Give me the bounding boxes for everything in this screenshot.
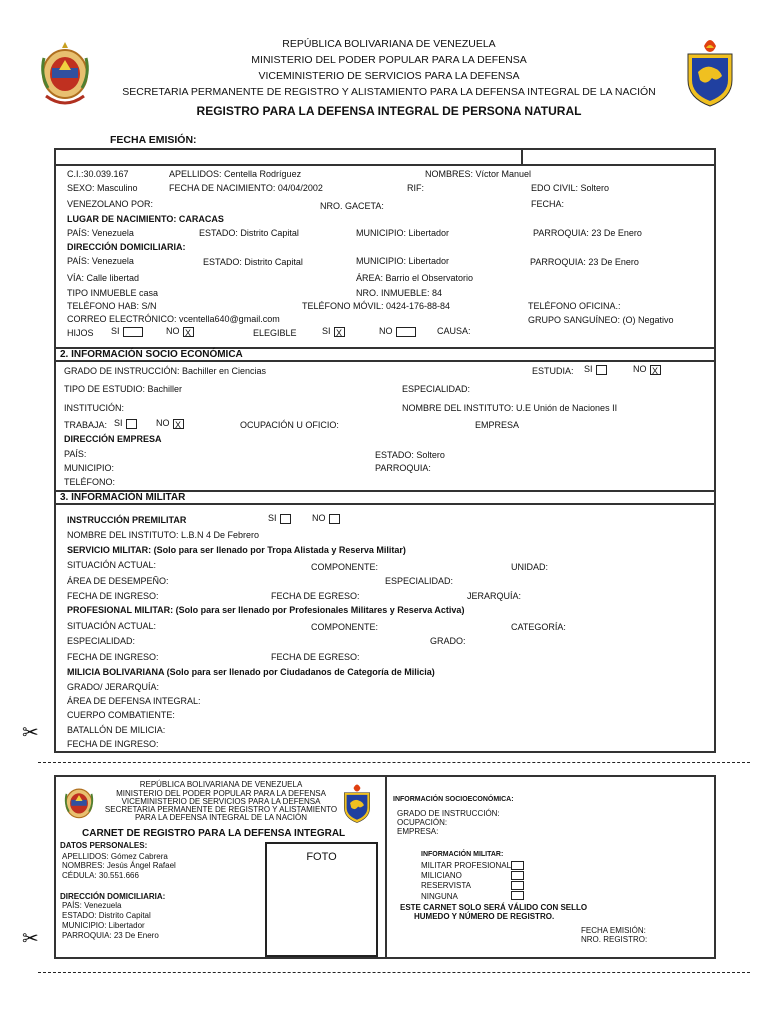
carnet-coat-of-arms bbox=[62, 782, 96, 826]
carnet-datos-label: DATOS PERSONALES: bbox=[60, 841, 148, 850]
carnet-header-1: REPÚBLICA BOLIVARIANA DE VENEZUELA bbox=[139, 780, 303, 789]
estado-dom-field: ESTADO: Distrito Capital bbox=[203, 257, 303, 267]
elegible-no bbox=[379, 326, 416, 337]
premilitar-label: INSTRUCCIÓN PREMILITAR bbox=[67, 515, 187, 525]
tipo-inmueble-field: TIPO INMUEBLE casa bbox=[67, 288, 159, 298]
direccion-domiciliaria-label: DIRECCIÓN DOMICILIARIA: bbox=[67, 242, 186, 252]
estudia-si-checkbox[interactable] bbox=[596, 365, 607, 375]
tel-movil-field: TELÉFONO MÓVIL: 0424-176-88-84 bbox=[302, 301, 451, 311]
elegible-label: ELEGIBLE bbox=[253, 328, 297, 338]
parroquia-dom-field: PARROQUIA: 23 De Enero bbox=[530, 257, 639, 267]
fecha-egreso-field: FECHA DE EGRESO: bbox=[271, 591, 360, 601]
milicia-batallon-field: BATALLÓN DE MILICIA: bbox=[67, 725, 166, 735]
venezolano-por-field: VENEZOLANO POR: bbox=[67, 199, 154, 209]
milicia-area-field: ÁREA DE DEFENSA INTEGRAL: bbox=[67, 696, 201, 706]
causa-label: CAUSA: bbox=[437, 326, 471, 336]
foto-label: FOTO bbox=[306, 851, 337, 863]
carnet-municipio: MUNICIPIO: Libertador bbox=[62, 921, 145, 930]
hijos-no-label: NO bbox=[166, 326, 180, 336]
servicio-militar-label: SERVICIO MILITAR: (Solo para ser llenado por Tropa Alistada y Reserva Militar) bbox=[67, 545, 406, 555]
top-blank-row bbox=[56, 150, 714, 166]
carnet-header-2: MINISTERIO DEL PODER POPULAR PARA LA DEFENSA bbox=[116, 789, 326, 798]
institucion-field: INSTITUCIÓN: bbox=[64, 403, 124, 413]
fecha-nac-field: FECHA DE NACIMIENTO: 04/04/2002 bbox=[169, 183, 323, 193]
fecha-ingreso-field: FECHA DE INGRESO: bbox=[67, 591, 159, 601]
hijos-si-checkbox[interactable] bbox=[123, 327, 143, 337]
estudia-no-checkbox[interactable]: X bbox=[650, 365, 661, 375]
lugar-nacimiento-field: LUGAR DE NACIMIENTO: CARACAS bbox=[67, 214, 224, 224]
nro-gaceta-field: NRO. GACETA: bbox=[320, 201, 384, 211]
premilitar-instituto-field: NOMBRE DEL INSTITUTO: L.B.N 4 De Febrero bbox=[67, 530, 260, 540]
tipo-estudio-field: TIPO DE ESTUDIO: Bachiller bbox=[64, 384, 183, 394]
carnet-info-socio-label: INFORMACIÓN SOCIOECONÓMICA: bbox=[393, 796, 514, 803]
premilitar-si bbox=[268, 513, 291, 524]
top-row-divider bbox=[521, 150, 523, 166]
carnet-parroquia: PARROQUIA: 23 De Enero bbox=[62, 931, 159, 940]
empresa-telefono-field: TELÉFONO: bbox=[64, 477, 116, 487]
carnet-nro-registro: NRO. REGISTRO: bbox=[581, 935, 648, 944]
especialidad-militar-field: ESPECIALIDAD: bbox=[385, 576, 454, 586]
carnet-divider bbox=[385, 777, 387, 957]
elegible-si-checkbox[interactable]: X bbox=[334, 327, 345, 337]
carnet-validez-1: ESTE CARNET SOLO SERÁ VÁLIDO CON SELLO bbox=[400, 903, 588, 912]
elegible-si-label: SI bbox=[322, 326, 331, 336]
carnet-nombres: NOMBRES: Jesús Ángel Rafael bbox=[62, 861, 176, 870]
municipio-dom-field: MUNICIPIO: Libertador bbox=[356, 256, 450, 266]
direccion-empresa-label: DIRECCIÓN EMPRESA bbox=[64, 434, 162, 444]
trabaja-no-label: NO bbox=[156, 418, 170, 428]
carnet-fecha-emision: FECHA EMISIÓN: bbox=[581, 926, 646, 935]
trabaja-no bbox=[156, 418, 184, 429]
carnet-ninguna-checkbox[interactable] bbox=[511, 891, 524, 900]
trabaja-si-label: SI bbox=[114, 418, 123, 428]
premilitar-no-label: NO bbox=[312, 513, 326, 523]
header-line-3: VICEMINISTERIO DE SERVICIOS PARA LA DEFENSA bbox=[258, 70, 520, 82]
carnet-mil-prof-checkbox[interactable] bbox=[511, 861, 524, 870]
edo-civil-field: EDO CIVIL: Soltero bbox=[531, 183, 610, 193]
scissors-icon: ✂ bbox=[22, 928, 39, 950]
jerarquia-field: JERARQUÍA: bbox=[467, 591, 522, 601]
header-line-1: REPÚBLICA BOLIVARIANA DE VENEZUELA bbox=[282, 38, 496, 50]
parroquia-nac-field: PARROQUIA: 23 De Enero bbox=[533, 228, 642, 238]
profesional-militar-label: PROFESIONAL MILITAR: (Solo para ser llenado por Profesionales Militares y Reserva Activa) bbox=[67, 605, 465, 615]
grupo-sanguineo-field: GRUPO SANGUÍNEO: (O) Negativo bbox=[528, 315, 674, 325]
carnet-reservista: RESERVISTA bbox=[421, 881, 471, 890]
premilitar-no-checkbox[interactable] bbox=[329, 514, 340, 524]
prof-categoria-field: CATEGORÍA: bbox=[511, 622, 566, 632]
especialidad-field: ESPECIALIDAD: bbox=[402, 384, 471, 394]
prof-especialidad-field: ESPECIALIDAD: bbox=[67, 636, 136, 646]
cut-line-top bbox=[38, 762, 750, 763]
milicia-label: MILICIA BOLIVARIANA (Solo para ser llenado por Ciudadanos de Categoría de Milicia) bbox=[67, 667, 435, 677]
cut-line-bottom bbox=[38, 972, 750, 973]
ci-field: C.I.:30.039.167 bbox=[67, 169, 129, 179]
area-field: ÁREA: Barrio el Observatorio bbox=[356, 273, 474, 283]
estudia-si-label: SI bbox=[584, 364, 593, 374]
hijos-no bbox=[166, 326, 194, 337]
hijos-si bbox=[111, 326, 143, 337]
grado-instruccion-field: GRADO DE INSTRUCCIÓN: Bachiller en Ciencias bbox=[64, 366, 267, 376]
carnet-miliciano: MILICIANO bbox=[421, 871, 462, 880]
empresa-parroquia-field: PARROQUIA: bbox=[375, 463, 431, 473]
milicia-grado-field: GRADO/ JERARQUÍA: bbox=[67, 682, 160, 692]
trabaja-no-checkbox[interactable]: X bbox=[173, 419, 184, 429]
header-line-4: SECRETARIA PERMANENTE DE REGISTRO Y ALISTAMIENTO PARA LA DEFENSA INTEGRAL DE LA NACIÓN bbox=[122, 86, 656, 98]
carnet-cedula: CÉDULA: 30.551.666 bbox=[62, 871, 139, 880]
hijos-si-label: SI bbox=[111, 326, 120, 336]
elegible-no-label: NO bbox=[379, 326, 393, 336]
carnet-empresa: EMPRESA: bbox=[397, 827, 439, 836]
pais-dom-field: PAÍS: Venezuela bbox=[67, 256, 134, 266]
carnet-header-3: VICEMINISTERIO DE SERVICIOS PARA LA DEFENSA bbox=[121, 797, 321, 806]
componente-field: COMPONENTE: bbox=[311, 562, 379, 572]
estudia-label: ESTUDIA: bbox=[532, 366, 574, 376]
empresa-estado-field: ESTADO: Soltero bbox=[375, 450, 445, 460]
estado-nac-field: ESTADO: Distrito Capital bbox=[199, 228, 299, 238]
estudia-no bbox=[633, 364, 661, 375]
municipio-nac-field: MUNICIPIO: Libertador bbox=[356, 228, 450, 238]
hijos-label: HIJOS bbox=[67, 328, 94, 338]
unidad-field: UNIDAD: bbox=[511, 562, 549, 572]
carnet-header-5: PARA LA DEFENSA INTEGRAL DE LA NACIÓN bbox=[134, 813, 308, 822]
tel-hab-field: TELÉFONO HAB: S/N bbox=[67, 301, 157, 311]
carnet-reservista-checkbox[interactable] bbox=[511, 881, 524, 890]
prof-componente-field: COMPONENTE: bbox=[311, 622, 379, 632]
hijos-no-checkbox[interactable]: X bbox=[183, 327, 194, 337]
nombre-instituto-field: NOMBRE DEL INSTITUTO: U.E Unión de Naciones II bbox=[402, 403, 618, 413]
nombres-field: NOMBRES: Víctor Manuel bbox=[425, 169, 532, 179]
carnet-mil-prof: MILITAR PROFESIONAL bbox=[421, 861, 512, 870]
empresa-field: EMPRESA bbox=[475, 420, 520, 430]
fecha-field: FECHA: bbox=[531, 199, 565, 209]
carnet-title: CARNET DE REGISTRO PARA LA DEFENSA INTEGRAL bbox=[82, 828, 346, 839]
carnet-pais: PAÍS: Venezuela bbox=[62, 901, 122, 910]
area-desempeno-field: ÁREA DE DESEMPEÑO: bbox=[67, 576, 169, 586]
rif-field: RIF: bbox=[407, 183, 424, 193]
page-title: REGISTRO PARA LA DEFENSA INTEGRAL DE PERSONA NATURAL bbox=[196, 104, 582, 118]
premilitar-no bbox=[312, 513, 340, 524]
empresa-municipio-field: MUNICIPIO: bbox=[64, 463, 115, 473]
carnet-miliciano-checkbox[interactable] bbox=[511, 871, 524, 880]
milicia-cuerpo-field: CUERPO COMBATIENTE: bbox=[67, 710, 175, 720]
trabaja-si-checkbox[interactable] bbox=[126, 419, 137, 429]
empresa-pais-field: PAÍS: bbox=[64, 449, 87, 459]
via-field: VÍA: Calle libertad bbox=[67, 273, 140, 283]
carnet-validez-2: HUMEDO Y NÚMERO DE REGISTRO. bbox=[414, 912, 555, 921]
correo-field: CORREO ELECTRÓNICO: vcentella640@gmail.com bbox=[67, 314, 280, 324]
trabaja-si bbox=[114, 418, 137, 429]
prof-fecha-egreso-field: FECHA DE EGRESO: bbox=[271, 652, 360, 662]
carnet-direccion-label: DIRECCIÓN DOMICILIARIA: bbox=[60, 892, 166, 901]
prof-situacion-field: SITUACIÓN ACTUAL: bbox=[67, 621, 157, 631]
apellidos-field: APELLIDOS: Centella Rodríguez bbox=[169, 169, 302, 179]
carnet-ninguna: NINGUNA bbox=[421, 892, 458, 901]
prof-grado-field: GRADO: bbox=[430, 636, 466, 646]
fecha-emision-label: FECHA EMISIÓN: bbox=[110, 134, 197, 146]
carnet-info-militar-label: INFORMACIÓN MILITAR: bbox=[421, 851, 504, 858]
section-informacion-militar: 3. INFORMACIÓN MILITAR bbox=[56, 490, 714, 505]
prof-fecha-ingreso-field: FECHA DE INGRESO: bbox=[67, 652, 159, 662]
carnet-apellidos: APELLIDOS: Gómez Cabrera bbox=[62, 852, 168, 861]
trabaja-label: TRABAJA: bbox=[64, 420, 108, 430]
estudia-si bbox=[584, 364, 607, 375]
carnet-estado: ESTADO: Distrito Capital bbox=[62, 911, 151, 920]
header-line-2: MINISTERIO DEL PODER POPULAR PARA LA DEFENSA bbox=[251, 54, 527, 66]
premilitar-si-label: SI bbox=[268, 513, 277, 523]
nro-inmueble-field: NRO. INMUEBLE: 84 bbox=[356, 288, 443, 298]
premilitar-si-checkbox[interactable] bbox=[280, 514, 291, 524]
situacion-actual-field: SITUACIÓN ACTUAL: bbox=[67, 560, 157, 570]
pais-nac-field: PAÍS: Venezuela bbox=[67, 228, 134, 238]
carnet-ocupacion: OCUPACIÓN: bbox=[397, 818, 448, 827]
carnet-header-4: SECRETARIA PERMANENTE DE REGISTRO Y ALISTAMIENTO bbox=[104, 805, 338, 814]
elegible-si bbox=[322, 326, 345, 337]
carnet-grado: GRADO DE INSTRUCCIÓN: bbox=[397, 809, 500, 818]
scissors-icon: ✂ bbox=[22, 722, 39, 744]
elegible-no-checkbox[interactable] bbox=[396, 327, 416, 337]
tel-oficina-field: TELÉFONO OFICINA.: bbox=[528, 301, 621, 311]
estudia-no-label: NO bbox=[633, 364, 647, 374]
milicia-fecha-ingreso-field: FECHA DE INGRESO: bbox=[67, 739, 159, 749]
carnet-shield-emblem bbox=[342, 782, 372, 824]
ocupacion-field: OCUPACIÓN U OFICIO: bbox=[240, 420, 339, 430]
sexo-field: SEXO: Masculino bbox=[67, 183, 138, 193]
section-socio-economica: 2. INFORMACIÓN SOCIO ECONÓMICA bbox=[56, 347, 714, 362]
